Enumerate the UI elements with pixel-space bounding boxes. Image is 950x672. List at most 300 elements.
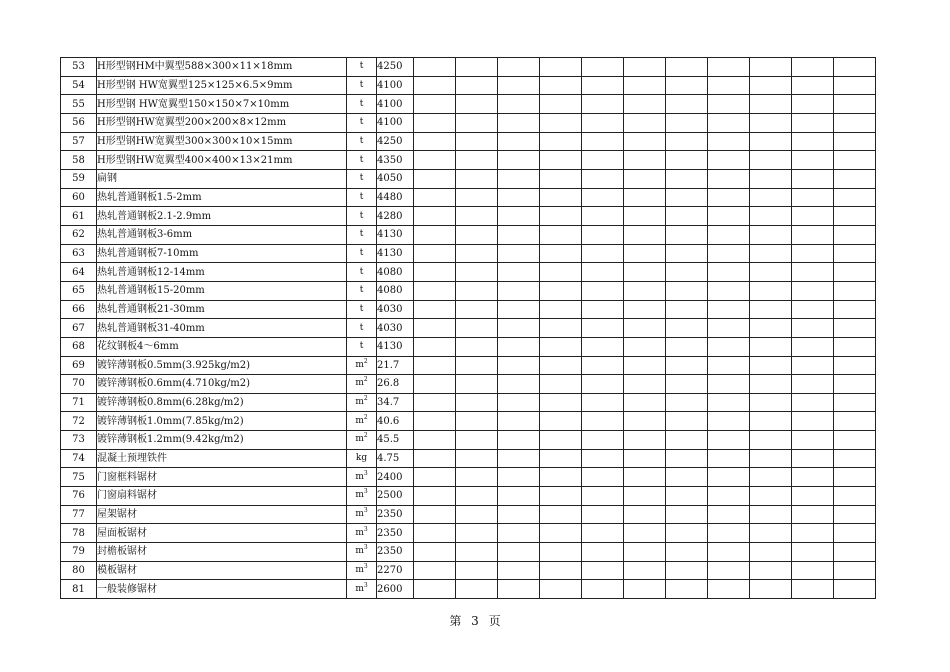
material-name-cell: H形型钢 HW宽翼型125×125×6.5×9mm xyxy=(97,76,347,95)
empty-cell xyxy=(456,543,498,562)
empty-cell xyxy=(708,561,750,580)
empty-cell xyxy=(456,263,498,282)
empty-cell xyxy=(792,337,834,356)
empty-cell xyxy=(708,225,750,244)
empty-cell xyxy=(414,188,456,207)
material-name-cell: 混凝土预埋铁件 xyxy=(97,449,347,468)
empty-cell xyxy=(498,505,540,524)
empty-cell xyxy=(666,151,708,170)
empty-cell xyxy=(540,449,582,468)
table-row xyxy=(61,244,876,263)
empty-cell xyxy=(582,76,624,95)
empty-cell xyxy=(414,300,456,319)
empty-cell xyxy=(750,412,792,431)
empty-cell xyxy=(666,207,708,226)
empty-cell xyxy=(456,95,498,114)
empty-cell xyxy=(414,543,456,562)
empty-cell xyxy=(456,188,498,207)
item-number-cell: 53 xyxy=(61,58,97,77)
empty-cell xyxy=(792,300,834,319)
empty-cell xyxy=(540,207,582,226)
empty-cell xyxy=(792,132,834,151)
empty-cell xyxy=(414,337,456,356)
table-row xyxy=(61,95,876,114)
empty-cell xyxy=(792,319,834,338)
empty-cell xyxy=(666,524,708,543)
unit-cell: $m^3$ xyxy=(347,487,377,506)
empty-cell xyxy=(792,95,834,114)
empty-cell xyxy=(624,487,666,506)
empty-cell xyxy=(498,76,540,95)
empty-cell xyxy=(834,58,876,77)
empty-cell xyxy=(582,580,624,599)
empty-cell xyxy=(582,375,624,394)
empty-cell xyxy=(456,524,498,543)
table-row xyxy=(61,300,876,319)
material-name-cell: 热轧普通钢板3-6mm xyxy=(97,225,347,244)
empty-cell xyxy=(582,468,624,487)
empty-cell xyxy=(792,76,834,95)
item-number-cell: 54 xyxy=(61,76,97,95)
table-row xyxy=(61,58,876,77)
unit-cell: t xyxy=(347,263,377,282)
empty-cell xyxy=(456,337,498,356)
item-number-cell: 60 xyxy=(61,188,97,207)
material-name-cell: H形型钢HW宽翼型300×300×10×15mm xyxy=(97,132,347,151)
material-name-cell: 镀锌薄钢板0.8mm(6.28kg/m2) xyxy=(97,393,347,412)
empty-cell xyxy=(834,300,876,319)
material-name-cell: 镀锌薄钢板1.2mm(9.42kg/m2) xyxy=(97,431,347,450)
empty-cell xyxy=(624,524,666,543)
table-row xyxy=(61,263,876,282)
item-number-cell: 64 xyxy=(61,263,97,282)
price-cell: 40.6 xyxy=(377,412,414,431)
item-number-cell: 58 xyxy=(61,151,97,170)
empty-cell xyxy=(792,151,834,170)
material-name-cell: 热轧普通钢板31-40mm xyxy=(97,319,347,338)
empty-cell xyxy=(582,300,624,319)
empty-cell xyxy=(456,412,498,431)
empty-cell xyxy=(624,375,666,394)
table-row xyxy=(61,76,876,95)
table-row xyxy=(61,113,876,132)
empty-cell xyxy=(456,319,498,338)
unit-cell: t xyxy=(347,113,377,132)
material-name-cell: 热轧普通钢板15-20mm xyxy=(97,281,347,300)
empty-cell xyxy=(414,487,456,506)
price-cell: 4130 xyxy=(377,225,414,244)
empty-cell xyxy=(456,431,498,450)
empty-cell xyxy=(708,375,750,394)
empty-cell xyxy=(792,188,834,207)
empty-cell xyxy=(498,487,540,506)
price-cell: 4080 xyxy=(377,281,414,300)
empty-cell xyxy=(582,393,624,412)
empty-cell xyxy=(666,487,708,506)
empty-cell xyxy=(540,169,582,188)
price-cell: 2350 xyxy=(377,505,414,524)
unit-cell: t xyxy=(347,188,377,207)
empty-cell xyxy=(792,505,834,524)
item-number-cell: 63 xyxy=(61,244,97,263)
empty-cell xyxy=(498,225,540,244)
empty-cell xyxy=(750,263,792,282)
empty-cell xyxy=(834,207,876,226)
empty-cell xyxy=(540,58,582,77)
empty-cell xyxy=(792,225,834,244)
material-name-cell: 热轧普通钢板1.5-2mm xyxy=(97,188,347,207)
item-number-cell: 69 xyxy=(61,356,97,375)
empty-cell xyxy=(498,319,540,338)
unit-cell: $m^2$ xyxy=(347,375,377,394)
empty-cell xyxy=(456,300,498,319)
empty-cell xyxy=(834,319,876,338)
empty-cell xyxy=(666,393,708,412)
item-number-cell: 61 xyxy=(61,207,97,226)
empty-cell xyxy=(414,169,456,188)
unit-cell: $m^3$ xyxy=(347,543,377,562)
empty-cell xyxy=(792,561,834,580)
empty-cell xyxy=(750,300,792,319)
empty-cell xyxy=(540,300,582,319)
unit-cell: kg xyxy=(347,449,377,468)
empty-cell xyxy=(708,151,750,170)
empty-cell xyxy=(624,300,666,319)
empty-cell xyxy=(414,449,456,468)
empty-cell xyxy=(708,132,750,151)
empty-cell xyxy=(582,543,624,562)
empty-cell xyxy=(750,113,792,132)
material-name-cell: 一般装修锯材 xyxy=(97,580,347,599)
material-name-cell: 热轧普通钢板12-14mm xyxy=(97,263,347,282)
unit-cell: t xyxy=(347,281,377,300)
empty-cell xyxy=(414,95,456,114)
item-number-cell: 62 xyxy=(61,225,97,244)
price-cell: 45.5 xyxy=(377,431,414,450)
empty-cell xyxy=(498,169,540,188)
table-row xyxy=(61,356,876,375)
empty-cell xyxy=(414,281,456,300)
table-row xyxy=(61,524,876,543)
empty-cell xyxy=(708,244,750,263)
material-name-cell: H形型钢HM中翼型588×300×11×18mm xyxy=(97,58,347,77)
empty-cell xyxy=(414,225,456,244)
empty-cell xyxy=(666,505,708,524)
empty-cell xyxy=(540,76,582,95)
empty-cell xyxy=(582,169,624,188)
material-name-cell: 模板锯材 xyxy=(97,561,347,580)
unit-cell: t xyxy=(347,244,377,263)
empty-cell xyxy=(708,356,750,375)
empty-cell xyxy=(498,375,540,394)
empty-cell xyxy=(708,505,750,524)
item-number-cell: 59 xyxy=(61,169,97,188)
empty-cell xyxy=(414,356,456,375)
empty-cell xyxy=(708,300,750,319)
empty-cell xyxy=(666,225,708,244)
empty-cell xyxy=(708,468,750,487)
empty-cell xyxy=(666,337,708,356)
empty-cell xyxy=(582,524,624,543)
page-number: 3 xyxy=(471,614,479,628)
empty-cell xyxy=(792,207,834,226)
material-name-cell: 门窗框料锯材 xyxy=(97,468,347,487)
empty-cell xyxy=(624,244,666,263)
empty-cell xyxy=(540,113,582,132)
empty-cell xyxy=(582,58,624,77)
price-cell: 4030 xyxy=(377,319,414,338)
price-cell: 4480 xyxy=(377,188,414,207)
empty-cell xyxy=(582,207,624,226)
empty-cell xyxy=(456,76,498,95)
material-name-cell: H形型钢 HW宽翼型150×150×7×10mm xyxy=(97,95,347,114)
empty-cell xyxy=(540,524,582,543)
unit-cell: $m^2$ xyxy=(347,356,377,375)
item-number-cell: 77 xyxy=(61,505,97,524)
empty-cell xyxy=(498,337,540,356)
empty-cell xyxy=(792,412,834,431)
material-name-cell: H形型钢HW宽翼型200×200×8×12mm xyxy=(97,113,347,132)
empty-cell xyxy=(414,244,456,263)
table-body xyxy=(61,58,876,599)
empty-cell xyxy=(750,487,792,506)
table-row xyxy=(61,375,876,394)
empty-cell xyxy=(666,95,708,114)
material-name-cell: 花纹钢板4～6mm xyxy=(97,337,347,356)
empty-cell xyxy=(498,132,540,151)
empty-cell xyxy=(834,225,876,244)
price-cell: 2400 xyxy=(377,468,414,487)
empty-cell xyxy=(414,393,456,412)
empty-cell xyxy=(792,468,834,487)
empty-cell xyxy=(414,319,456,338)
empty-cell xyxy=(414,505,456,524)
empty-cell xyxy=(498,524,540,543)
empty-cell xyxy=(792,281,834,300)
empty-cell xyxy=(666,449,708,468)
unit-cell: t xyxy=(347,169,377,188)
item-number-cell: 67 xyxy=(61,319,97,338)
unit-cell: t xyxy=(347,337,377,356)
empty-cell xyxy=(750,561,792,580)
table-row xyxy=(61,207,876,226)
empty-cell xyxy=(750,169,792,188)
unit-cell: $m^2$ xyxy=(347,412,377,431)
empty-cell xyxy=(750,188,792,207)
empty-cell xyxy=(624,95,666,114)
empty-cell xyxy=(750,375,792,394)
empty-cell xyxy=(456,207,498,226)
empty-cell xyxy=(414,263,456,282)
empty-cell xyxy=(456,356,498,375)
table-row xyxy=(61,151,876,170)
empty-cell xyxy=(708,543,750,562)
empty-cell xyxy=(666,281,708,300)
empty-cell xyxy=(456,393,498,412)
empty-cell xyxy=(834,95,876,114)
empty-cell xyxy=(498,356,540,375)
table-row xyxy=(61,225,876,244)
empty-cell xyxy=(750,468,792,487)
table-row xyxy=(61,132,876,151)
empty-cell xyxy=(540,281,582,300)
empty-cell xyxy=(834,393,876,412)
material-name-cell: 镀锌薄钢板0.5mm(3.925kg/m2) xyxy=(97,356,347,375)
empty-cell xyxy=(666,356,708,375)
price-cell: 34.7 xyxy=(377,393,414,412)
item-number-cell: 72 xyxy=(61,412,97,431)
price-cell: 2350 xyxy=(377,524,414,543)
empty-cell xyxy=(708,76,750,95)
empty-cell xyxy=(792,58,834,77)
empty-cell xyxy=(666,580,708,599)
table-row xyxy=(61,188,876,207)
empty-cell xyxy=(624,356,666,375)
empty-cell xyxy=(834,524,876,543)
unit-cell: t xyxy=(347,132,377,151)
empty-cell xyxy=(624,393,666,412)
page-footer xyxy=(0,612,950,629)
empty-cell xyxy=(624,263,666,282)
price-cell: 2270 xyxy=(377,561,414,580)
empty-cell xyxy=(792,487,834,506)
empty-cell xyxy=(834,431,876,450)
table-row xyxy=(61,337,876,356)
empty-cell xyxy=(540,225,582,244)
empty-cell xyxy=(414,151,456,170)
empty-cell xyxy=(666,263,708,282)
empty-cell xyxy=(834,356,876,375)
empty-cell xyxy=(750,393,792,412)
item-number-cell: 74 xyxy=(61,449,97,468)
empty-cell xyxy=(666,543,708,562)
empty-cell xyxy=(792,375,834,394)
empty-cell xyxy=(708,281,750,300)
empty-cell xyxy=(414,207,456,226)
empty-cell xyxy=(582,505,624,524)
empty-cell xyxy=(498,113,540,132)
unit-cell: $m^3$ xyxy=(347,468,377,487)
empty-cell xyxy=(498,580,540,599)
empty-cell xyxy=(624,151,666,170)
empty-cell xyxy=(834,505,876,524)
empty-cell xyxy=(414,76,456,95)
empty-cell xyxy=(498,188,540,207)
empty-cell xyxy=(582,412,624,431)
empty-cell xyxy=(414,580,456,599)
empty-cell xyxy=(414,375,456,394)
material-name-cell: 热轧普通钢板2.1-2.9mm xyxy=(97,207,347,226)
empty-cell xyxy=(582,113,624,132)
empty-cell xyxy=(582,151,624,170)
empty-cell xyxy=(750,132,792,151)
material-name-cell: 门窗扇料锯材 xyxy=(97,487,347,506)
empty-cell xyxy=(624,207,666,226)
item-number-cell: 55 xyxy=(61,95,97,114)
empty-cell xyxy=(624,449,666,468)
empty-cell xyxy=(624,225,666,244)
unit-cell: t xyxy=(347,207,377,226)
material-name-cell: 屋架锯材 xyxy=(97,505,347,524)
empty-cell xyxy=(582,132,624,151)
unit-cell: t xyxy=(347,300,377,319)
empty-cell xyxy=(708,431,750,450)
empty-cell xyxy=(834,263,876,282)
empty-cell xyxy=(834,487,876,506)
unit-cell: t xyxy=(347,225,377,244)
empty-cell xyxy=(498,449,540,468)
empty-cell xyxy=(582,356,624,375)
empty-cell xyxy=(666,76,708,95)
table-row xyxy=(61,487,876,506)
empty-cell xyxy=(582,95,624,114)
empty-cell xyxy=(624,169,666,188)
price-cell: 4050 xyxy=(377,169,414,188)
empty-cell xyxy=(666,561,708,580)
price-cell: 4350 xyxy=(377,151,414,170)
empty-cell xyxy=(708,319,750,338)
empty-cell xyxy=(540,95,582,114)
empty-cell xyxy=(540,244,582,263)
unit-cell: t xyxy=(347,151,377,170)
empty-cell xyxy=(498,58,540,77)
table-row xyxy=(61,580,876,599)
empty-cell xyxy=(708,263,750,282)
table-row xyxy=(61,543,876,562)
empty-cell xyxy=(708,393,750,412)
empty-cell xyxy=(624,468,666,487)
item-number-cell: 68 xyxy=(61,337,97,356)
empty-cell xyxy=(624,113,666,132)
empty-cell xyxy=(498,263,540,282)
empty-cell xyxy=(456,580,498,599)
material-name-cell: 热轧普通钢板21-30mm xyxy=(97,300,347,319)
table-row xyxy=(61,281,876,300)
empty-cell xyxy=(498,95,540,114)
empty-cell xyxy=(540,393,582,412)
price-cell: 4280 xyxy=(377,207,414,226)
empty-cell xyxy=(750,58,792,77)
page-prefix: 第 xyxy=(449,614,462,628)
empty-cell xyxy=(540,580,582,599)
empty-cell xyxy=(624,281,666,300)
empty-cell xyxy=(414,561,456,580)
empty-cell xyxy=(708,337,750,356)
item-number-cell: 73 xyxy=(61,431,97,450)
price-cell: 4100 xyxy=(377,95,414,114)
empty-cell xyxy=(540,151,582,170)
empty-cell xyxy=(666,244,708,263)
empty-cell xyxy=(624,319,666,338)
empty-cell xyxy=(456,169,498,188)
material-name-cell: 扁钢 xyxy=(97,169,347,188)
item-number-cell: 66 xyxy=(61,300,97,319)
empty-cell xyxy=(792,580,834,599)
empty-cell xyxy=(834,281,876,300)
empty-cell xyxy=(582,487,624,506)
unit-cell: t xyxy=(347,76,377,95)
empty-cell xyxy=(708,188,750,207)
empty-cell xyxy=(792,113,834,132)
empty-cell xyxy=(624,76,666,95)
empty-cell xyxy=(456,487,498,506)
empty-cell xyxy=(834,76,876,95)
empty-cell xyxy=(834,113,876,132)
empty-cell xyxy=(456,375,498,394)
empty-cell xyxy=(540,561,582,580)
unit-cell: t xyxy=(347,95,377,114)
item-number-cell: 78 xyxy=(61,524,97,543)
